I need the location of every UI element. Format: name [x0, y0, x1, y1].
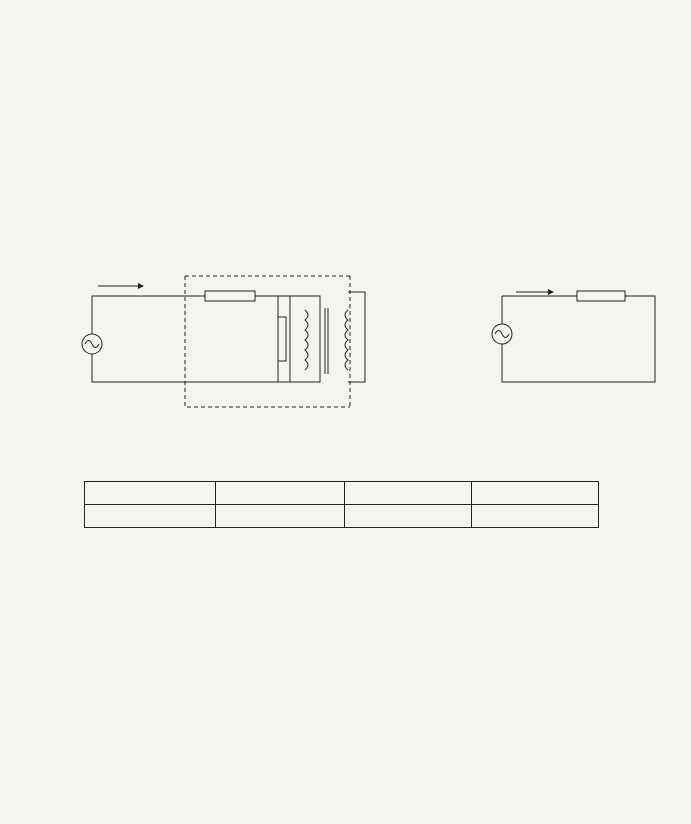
table-header-row [85, 482, 599, 505]
table-header-cell [345, 482, 472, 505]
table-value-cell [345, 505, 472, 528]
table-value-cell [472, 505, 599, 528]
figure-4b [440, 272, 660, 432]
fig-a-sine-icon [85, 341, 99, 348]
fig-a-ihv-arrowhead [138, 283, 144, 289]
table-value-row [85, 505, 599, 528]
fig-b-sine-icon [495, 331, 509, 338]
table-header-cell [472, 482, 599, 505]
table-value-cell [216, 505, 345, 528]
fig-b-ihv-arrowhead [548, 289, 554, 295]
measurement-table [84, 481, 599, 528]
table-header-cell [85, 482, 216, 505]
figure-4a [20, 262, 440, 442]
table-value-cell [85, 505, 216, 528]
table-header-cell [216, 482, 345, 505]
